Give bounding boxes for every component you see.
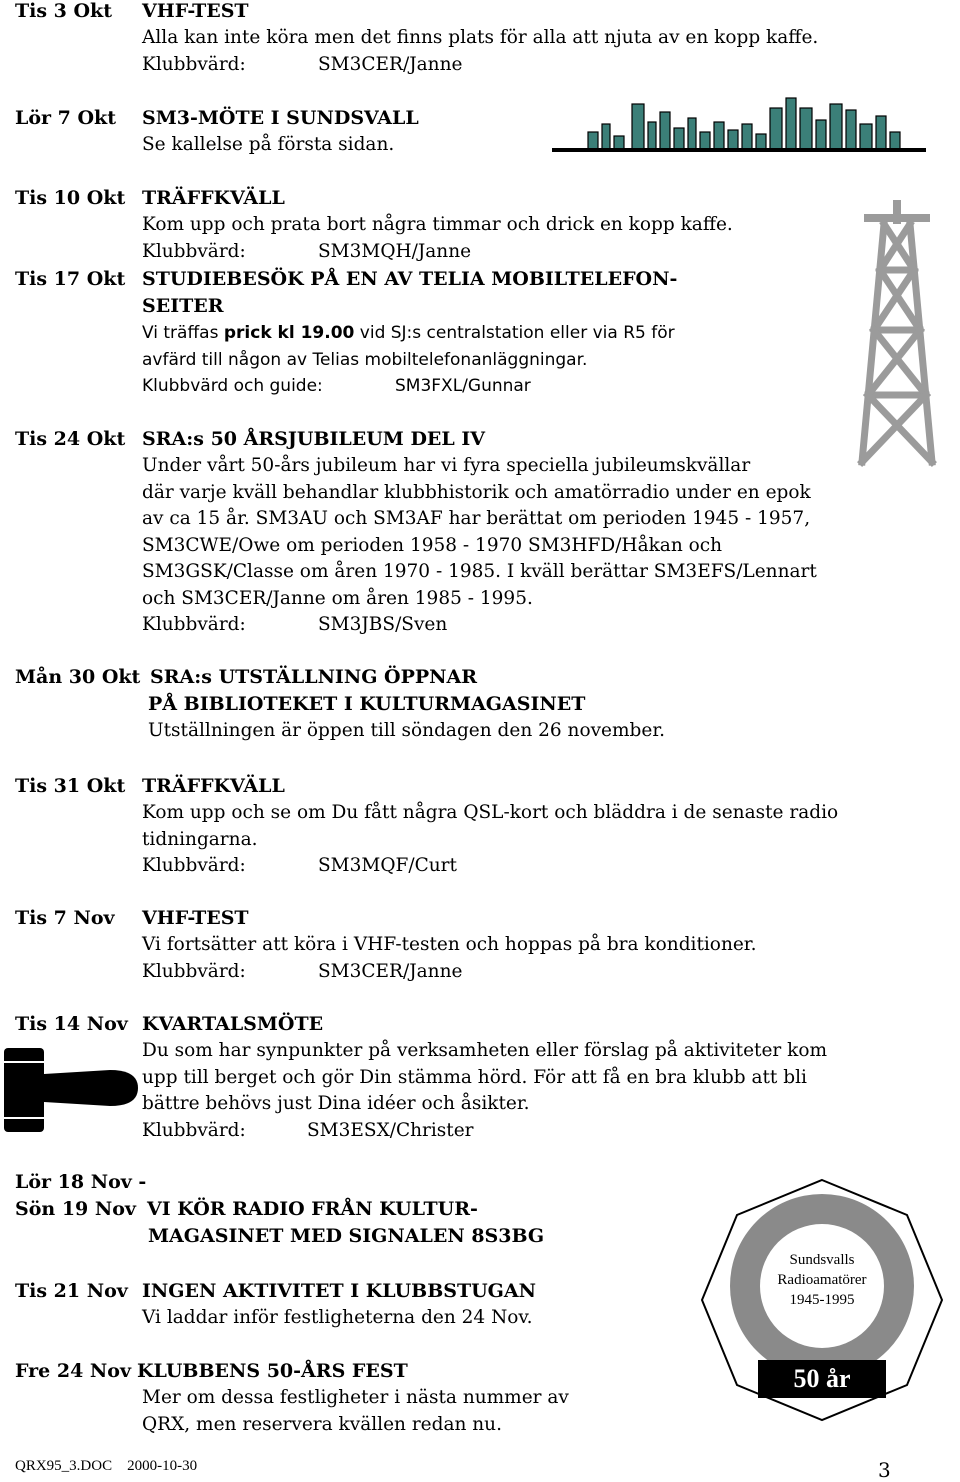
event-date: Tis 31 Okt	[15, 775, 126, 797]
event-date: Mån 30 Okt	[15, 666, 141, 688]
event-host: Klubbvärd och guide: SM3FXL/Gunnar	[142, 376, 531, 396]
event-text: QRX, men reservera kvällen redan nu.	[142, 1413, 502, 1435]
event-title: TRÄFFKVÄLL	[142, 187, 285, 209]
event-date: Lör 7 Okt	[15, 107, 116, 129]
event-text: SM3CWE/Owe om perioden 1958 - 1970 SM3HFD/Håkan och	[142, 534, 723, 556]
event-text: av ca 15 år. SM3AU och SM3AF har berättat om perioden 1945 - 1957,	[142, 508, 811, 529]
event-title: STUDIEBESÖK PÅ EN AV TELIA MOBILTELEFON-	[142, 268, 678, 290]
event-text: bättre behövs just Dina idéer och åsikter.	[142, 1093, 530, 1114]
event-studiebesok	[15, 266, 952, 399]
event-date: Tis 7 Nov	[15, 907, 115, 929]
city-skyline-illustration	[550, 94, 930, 156]
event-title: KLUBBENS 50-ÅRS FEST	[137, 1360, 408, 1382]
event-text: Alla kan inte köra men det finns plats för alla att njuta av en kopp kaffe.	[142, 27, 819, 48]
event-text: och SM3CER/Janne om åren 1985 - 1995.	[142, 587, 533, 609]
event-title-cont: SEITER	[142, 295, 224, 317]
radio-tower-illustration	[854, 200, 940, 468]
event-traffkvall-10-okt	[15, 185, 952, 265]
logo-club-name: Sundsvalls	[789, 1252, 855, 1268]
event-text: Du som har synpunkter på verksamheten eller förslag på aktiviteter kom	[142, 1040, 828, 1061]
event-body	[142, 932, 952, 985]
event-text: Vi träffas prick kl 19.00 vid SJ:s centralstation eller via R5 för	[142, 323, 675, 343]
event-text: upp till berget och gör Din stämma hörd. För att få en bra klubb att bli	[142, 1066, 807, 1088]
footer-date: 2000-10-30	[127, 1458, 198, 1474]
event-title: TRÄFFKVÄLL	[142, 775, 285, 797]
event-text: Mer om dessa festligheter i nästa nummer av	[142, 1387, 569, 1408]
page-footer	[15, 1458, 197, 1475]
event-title: VHF-TEST	[142, 907, 249, 929]
event-text: Vi laddar inför festligheterna den 24 Nov.	[142, 1307, 533, 1328]
event-traffkvall-31-okt	[15, 773, 952, 879]
event-date: Lör 18 Nov -	[15, 1171, 147, 1193]
event-vhf-test-3-okt	[15, 0, 952, 78]
event-date: Tis 24 Okt	[15, 428, 126, 450]
event-title-cont: MAGASINET MED SIGNALEN 8S3BG	[148, 1225, 545, 1247]
club-jubilee-logo	[700, 1178, 944, 1422]
event-host: Klubbvärd: SM3CER/Janne	[142, 53, 463, 75]
event-date: Tis 21 Nov	[15, 1280, 128, 1302]
event-text: SM3GSK/Classe om åren 1970 - 1985. I kväll berättar SM3EFS/Lennart	[142, 561, 817, 582]
event-body	[142, 212, 952, 265]
event-host: Klubbvärd: SM3MQH/Janne	[142, 240, 472, 262]
event-body	[142, 800, 952, 879]
event-title: SRA:s 50 ÅRSJUBILEUM DEL IV	[142, 428, 486, 450]
event-host: Klubbvärd: SM3JBS/Sven	[142, 614, 448, 635]
event-text: tidningarna.	[142, 828, 258, 850]
event-body	[142, 25, 952, 78]
event-title-cont: PÅ BIBLIOTEKET I KULTURMAGASINET	[148, 693, 586, 715]
event-title: SRA:s UTSTÄLLNING ÖPPNAR	[150, 666, 478, 688]
event-date: Tis 10 Okt	[15, 187, 126, 209]
logo-banner-text: 50 år	[793, 1364, 851, 1393]
event-host: Klubbvärd: SM3MQF/Curt	[142, 855, 457, 876]
footer-doc-name: QRX95_3.DOC	[15, 1458, 113, 1474]
event-jubileum	[15, 426, 952, 638]
event-utstallning	[15, 664, 952, 745]
event-body	[142, 453, 952, 638]
event-title: VHF-TEST	[142, 0, 249, 22]
event-vhf-test-7-nov	[15, 905, 952, 985]
event-host: Klubbvärd: SM3CER/Janne	[142, 960, 463, 982]
event-text: Vi fortsätter att köra i VHF-testen och hoppas på bra konditioner.	[142, 934, 757, 955]
event-title: INGEN AKTIVITET I KLUBBSTUGAN	[142, 1280, 537, 1302]
event-title: SM3-MÖTE I SUNDSVALL	[142, 107, 419, 129]
event-text: avfärd till någon av Telias mobiltelefonanläggningar.	[142, 349, 588, 370]
event-host: Klubbvärd: SM3ESX/Christer	[142, 1119, 474, 1141]
gavel-illustration	[0, 1044, 142, 1136]
event-body	[148, 718, 952, 745]
event-title: KVARTALSMÖTE	[142, 1013, 324, 1035]
event-text: där varje kväll behandlar klubbhistorik och amatörradio under en epok	[142, 481, 811, 503]
event-text: Under vårt 50-års jubileum har vi fyra speciella jubileumskvällar	[142, 455, 751, 476]
logo-years: 1945-1995	[789, 1292, 855, 1308]
event-date: Tis 14 Nov	[15, 1013, 128, 1035]
event-date: Fre 24 Nov	[15, 1360, 132, 1382]
event-text: Kom upp och prata bort några timmar och drick en kopp kaffe.	[142, 214, 733, 235]
event-text: Utställningen är öppen till söndagen den 26 november.	[148, 720, 666, 741]
event-date: Tis 3 Okt	[15, 0, 112, 22]
page-number: 3	[878, 1458, 891, 1482]
event-text: Se kallelse på första sidan.	[142, 134, 395, 155]
event-body	[142, 320, 952, 399]
event-date-end: Sön 19 Nov	[15, 1198, 136, 1220]
event-body	[142, 1038, 952, 1144]
event-title: VI KÖR RADIO FRÅN KULTUR-	[147, 1198, 478, 1220]
event-date: Tis 17 Okt	[15, 268, 126, 290]
event-text: Kom upp och se om Du fått några QSL-kort och bläddra i de senaste radio	[142, 802, 839, 823]
logo-club-type: Radioamatörer	[777, 1272, 867, 1288]
event-kvartalsmote	[15, 1011, 952, 1144]
